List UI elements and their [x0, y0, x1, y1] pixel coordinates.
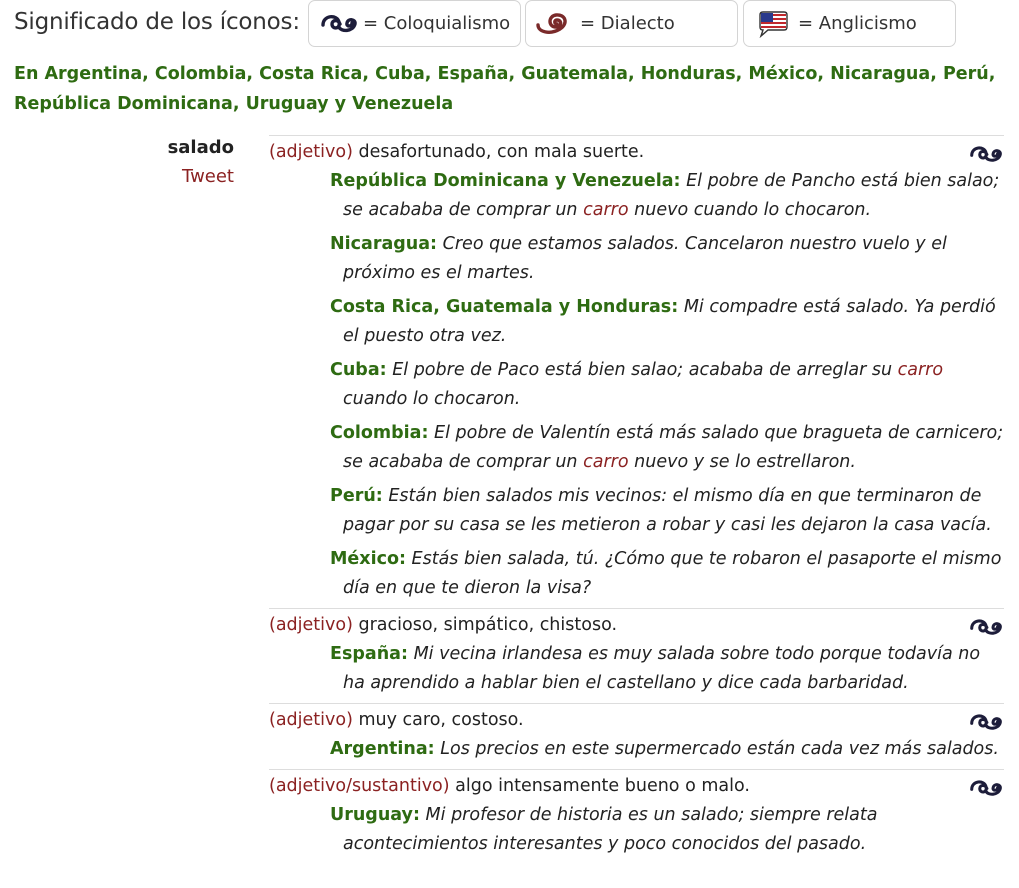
example-text: Creo que estamos salados. Cancelaron nuestro vuelo y el próximo es el martes. — [343, 234, 947, 283]
example-country: Nicaragua: — [330, 234, 438, 254]
example-country: Costa Rica, Guatemala y Honduras: — [330, 297, 679, 317]
country-name: México — [748, 64, 818, 84]
country-name: Cuba — [375, 64, 425, 84]
country-name: Honduras — [640, 64, 736, 84]
sense — [269, 703, 1004, 764]
legend-item-anglicismo — [743, 0, 956, 47]
sense-head — [269, 770, 1004, 801]
tweet-link[interactable]: Tweet — [182, 166, 234, 187]
example — [330, 735, 1005, 764]
legend-label: Significado de los íconos: — [14, 9, 300, 35]
example — [330, 293, 1005, 351]
example-text: El pobre de Valentín está más salado que bragueta de carnicero; se acababa de comprar un — [343, 423, 1004, 472]
example-text: Están bien salados mis vecinos: el mismo día en que terminaron de pagar por su casa se les metieron a robar y casi les dejaron la casa vacía. — [343, 486, 992, 535]
legend-item-text: = Coloquialismo — [363, 13, 511, 34]
example — [330, 356, 1005, 414]
example-country: México: — [330, 549, 406, 569]
example — [330, 801, 1005, 859]
sense-head — [269, 609, 1004, 640]
country-name: Guatemala — [521, 64, 628, 84]
sense-head — [269, 704, 1004, 735]
example — [330, 167, 1005, 225]
coloquialismo-icon — [968, 776, 1004, 801]
legend-item-coloquialismo — [308, 0, 521, 47]
word-link[interactable]: carro — [583, 452, 629, 472]
part-of-speech: (adjetivo) — [269, 615, 353, 635]
example — [330, 640, 1005, 698]
coloquialismo-icon — [968, 615, 1004, 640]
example-country: España: — [330, 644, 408, 664]
sense — [269, 769, 1004, 859]
country-name: Colombia — [154, 64, 247, 84]
definition: desafortunado, con mala suerte. — [358, 142, 645, 162]
example — [330, 419, 1005, 477]
country-name: En Argentina — [14, 64, 143, 84]
countries-heading: En Argentina, Colombia, Costa Rica, Cuba, España, Guatemala, Honduras, México, Nicaragua, Perú, República Dominicana, Uruguay y Venezuela — [14, 64, 996, 114]
part-of-speech: (adjetivo) — [269, 142, 353, 162]
word-link[interactable]: carro — [897, 360, 944, 380]
example — [330, 230, 1005, 288]
example-country: Perú: — [330, 486, 383, 506]
anglicismo-icon — [754, 10, 794, 38]
dialecto-icon — [536, 10, 576, 38]
example-text: Los precios en este supermercado están cada vez más salados. — [440, 739, 999, 759]
definition: gracioso, simpático, chistoso. — [358, 615, 618, 635]
example-text: nuevo y se lo estrellaron. — [634, 452, 856, 472]
word-link[interactable]: carro — [583, 200, 629, 220]
legend-item-text: = Anglicismo — [798, 13, 917, 34]
senses-list — [269, 135, 1004, 864]
part-of-speech: (adjetivo/sustantivo) — [269, 776, 450, 796]
example-country: República Dominicana y Venezuela: — [330, 171, 681, 191]
definition: algo intensamente bueno o malo. — [455, 776, 750, 796]
country-name: Costa Rica — [259, 64, 363, 84]
country-name: Perú — [942, 64, 989, 84]
sense — [269, 608, 1004, 698]
example-country: Argentina: — [330, 739, 435, 759]
example-text: El pobre de Pancho está bien salao; se acababa de comprar un — [343, 171, 1000, 220]
example-text: El pobre de Paco está bien salao; acababa de arreglar su — [392, 360, 893, 380]
example-text: Mi compadre está salado. Ya perdió el puesto otra vez. — [343, 297, 996, 346]
example — [330, 545, 1005, 603]
country-name: Uruguay y Venezuela — [245, 94, 454, 114]
country-name: República Dominicana — [14, 94, 233, 114]
example-country: Colombia: — [330, 423, 429, 443]
legend-item-dialecto — [525, 0, 738, 47]
definition: muy caro, costoso. — [358, 710, 524, 730]
headword: salado — [167, 137, 234, 158]
coloquialismo-icon — [319, 10, 359, 38]
part-of-speech: (adjetivo) — [269, 710, 353, 730]
sense-head — [269, 136, 1004, 167]
example — [330, 482, 1005, 540]
coloquialismo-icon — [968, 142, 1004, 167]
example-text: Mi vecina irlandesa es muy salada sobre todo porque todavía no ha aprendido a hablar bien el castellano y dice cada barbaridad. — [343, 644, 981, 693]
icon-legend — [14, 0, 1004, 50]
example-text: Estás bien salada, tú. ¿Cómo que te robaron el pasaporte el mismo día en que te dieron la visa? — [343, 549, 1002, 598]
country-name: España — [437, 64, 509, 84]
example-country: Cuba: — [330, 360, 387, 380]
example-text: nuevo cuando lo chocaron. — [634, 200, 872, 220]
legend-item-text: = Dialecto — [580, 13, 675, 34]
country-name: Nicaragua — [830, 64, 931, 84]
example-text: Mi profesor de historia es un salado; siempre relata acontecimientos interesantes y poco conocidos del pasado. — [343, 805, 878, 854]
sense — [269, 135, 1004, 603]
example-country: Uruguay: — [330, 805, 420, 825]
coloquialismo-icon — [968, 710, 1004, 735]
example-text: cuando lo chocaron. — [343, 389, 521, 409]
